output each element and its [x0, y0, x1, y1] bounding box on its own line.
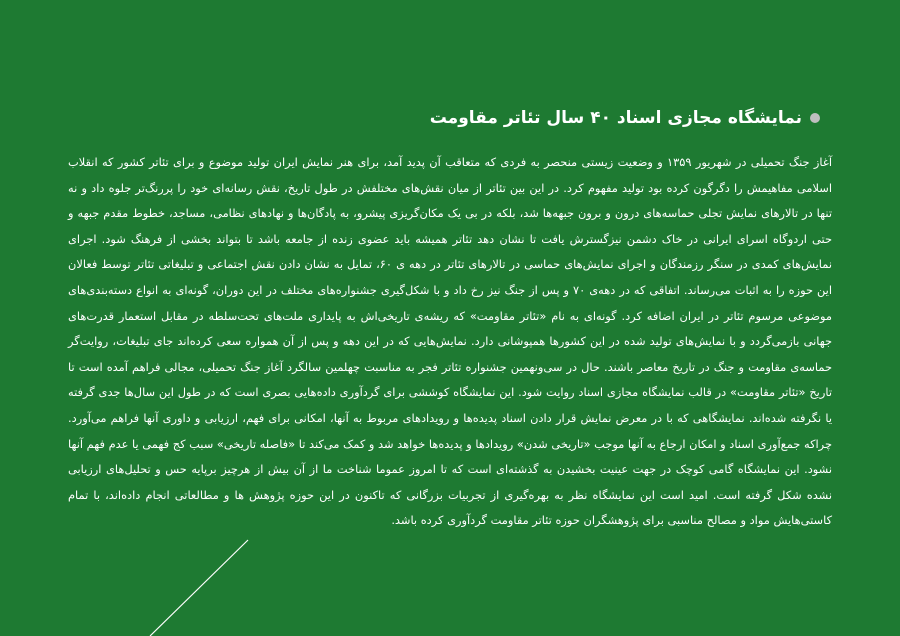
bullet-icon — [810, 113, 820, 123]
article-title: نمایشگاه مجازی اسناد ۴۰ سال تئاتر مقاومت — [429, 108, 802, 128]
diagonal-stroke — [150, 540, 248, 636]
article-body: آغاز جنگ تحمیلی در شهریور ۱۳۵۹ و وضعیت زیستی منحصر به فردی که متعاقب آن پدید آمد، برای هنر نمایش ایران تولید موضوع و برای تئاتر کشور که انقلاب اسلامی مفاهیمش را دگرگون کرده بود تولید مفهوم کرد. در این بین تئاتر از میان نقش‌های مختلفش در طول تاریخ، نقش رسانه‌ای خود را پررنگ‌تر جلوه داد و نه تنها در تالارهای نمایش تجلی حماسه‌های درون و برون جبهه‌ها شد، بلکه در بی یک مکان‌گریزی پیشرو، به پادگان‌ها و نهادهای نظامی، مساجد، خطوط مقدم جبهه و حتی اردوگاه اسرای ایرانی در خاک دشمن نیزگسترش یافت تا نشان دهد تئاتر همیشه باید عضوی زنده از جامعه باشد تا بتواند بخشی از فرهنگ شود. اجرای نمایش‌های کمدی در سنگر رزمندگان و اجرای نمایش‌های حماسی در تالارهای تئاتر در دهه ی ۶۰، تمایل به نشان دادن نقش اجتماعی و تبلیغاتی تئاتر توسط فعالان این حوزه را به اثبات می‌رساند. اتفاقی که در دهه‌ی ۷۰ و پس از جنگ نیز رخ داد و با شکل‌گیری جشنواره‌های مختلف در این دوران، گونه‌ای به انواع دسته‌بندی‌های موضوعی مرسوم تئاتر در ایران اضافه کرد. گونه‌ای به نام «تئاتر مقاومت» که ریشه‌ی تاریخی‌اش به پایداری ملت‌های تحت‌سلطه در مقابل استعمار قدرت‌های جهانی بازمی‌گردد و با نمایش‌های تولید شده در این کشورها همپوشانی دارد. نمایش‌هایی که در این دهه و پس از آن همواره سعی کرده‌اند جای تبلیغات، روایت‌گر حماسه‌ی مقاومت و جنگ در تاریخ معاصر باشند. حال در سی‌ونهمین جشنواره تئاتر فجر به مناسبت چهلمین سالگرد آغاز جنگ تحمیلی، مجالی فراهم آمده است تا تاریخ «تئاتر مقاومت» در قالب نمایشگاه مجازی اسناد روایت شود. این نمایشگاه کوششی برای گردآوری داده‌هایی بصری است که در طول این سال‌ها جدی گرفته یا نگرفته شده‌اند. نمایشگاهی که با در معرض نمایش قرار دادن اسناد پدیده‌ها و رویدادهای مربوط به آنها، امکانی برای فهم، ارزیابی و داوری آنها فراهم می‌آورد. چراکه جمع‌آوری اسناد و امکان ارجاع به آنها موجب «تاریخی شدن» رویدادها و پدیده‌ها خواهد شد و کمک می‌کند تا «فاصله تاریخی» سبب کج فهمی یا عدم فهم آنها نشود. این نمایشگاه گامی کوچک در جهت عینیت بخشیدن به گذشته‌ای است که تا امروز عموما شناخت ما از آن بیش از هرچیز برپایه حس و تحلیل‌های ارزیابی نشده شکل گرفته است. امید است این نمایشگاه نظر به بهره‌گیری از تجربیات بزرگانی که تاکنون در این حوزه پژوهش ها و مطالعاتی انجام داده‌اند، با تمام کاستی‌هایش مواد و مصالح مناسبی برای پژوهشگران حوزه تئاتر مقاومت گردآوری کرده باشد. — [68, 155, 832, 528]
article-header — [120, 108, 820, 128]
